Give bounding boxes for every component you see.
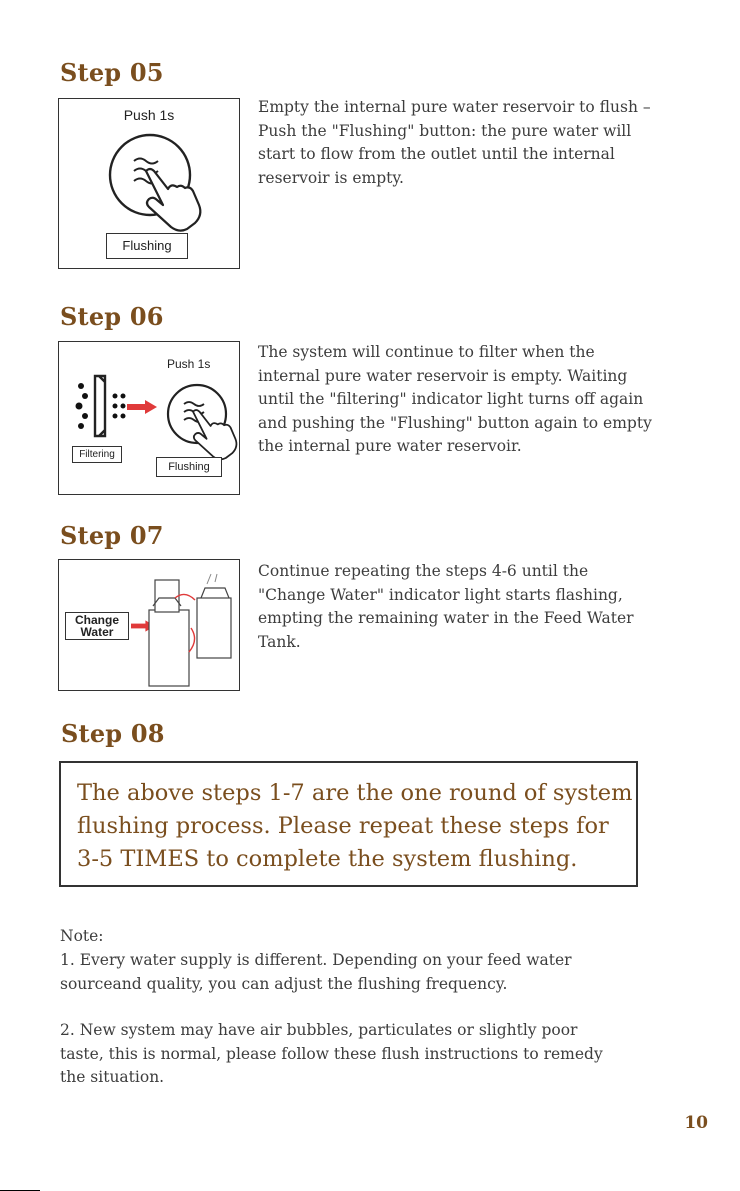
step-08-highlight-box [59, 761, 638, 887]
step-07-figure [58, 559, 240, 691]
push-label: Push 1s [123, 107, 175, 123]
step-05-title: Step 05 [60, 58, 164, 87]
change-water-label-line1: Change [74, 613, 119, 627]
step-07-description: Continue repeating the steps 4-6 until the "Change Water" indicator light starts flashing, empting the remaining water in the Feed Water Tank. [258, 562, 634, 651]
change-water-label [65, 612, 129, 640]
step-07-title: Step 07 [60, 521, 164, 550]
flushing-button-label: Flushing [106, 233, 188, 259]
pointing-hand-icon [136, 159, 206, 229]
flushing-button-label: Flushing [156, 457, 222, 477]
note-item-2: 2. New system may have air bubbles, particulates or slightly poor taste, this is normal, please follow these flush instructions to remedy the situation. [60, 1021, 603, 1086]
pointing-hand-icon [185, 402, 241, 458]
step-08-highlight-text: The above steps 1-7 are the one round of system flushing process. Please repeat these steps for 3-5 TIMES to complete the system flushing. [77, 780, 633, 872]
note-item-1: 1. Every water supply is different. Depending on your feed water sourceand quality, you can adjust the flushing frequency. [60, 951, 572, 993]
step-05-figure [58, 98, 240, 269]
filter-indicator-icon [75, 372, 127, 440]
step-06-title: Step 06 [60, 302, 164, 331]
filtering-label: Filtering [72, 446, 122, 463]
water-tank-icon [145, 570, 241, 688]
arrow-right-icon [127, 400, 157, 414]
push-label: Push 1s [167, 357, 211, 371]
step-08-title: Step 08 [61, 719, 165, 748]
step-06-description: The system will continue to filter when the internal pure water reservoir is empty. Waiting until the "filtering" indicator light turns off again and pushing the "Flushing" button again to empty the internal pure water reservoir. [258, 343, 652, 455]
step-06-figure [58, 341, 240, 495]
note-heading: Note: [60, 927, 104, 945]
change-water-label-line2: Water [80, 625, 114, 639]
page-number: 10 [684, 1113, 708, 1133]
step-05-description: Empty the internal pure water reservoir to flush – Push the "Flushing" button: the pure water will start to flow from the outlet until the internal reservoir is empty. [258, 98, 651, 187]
